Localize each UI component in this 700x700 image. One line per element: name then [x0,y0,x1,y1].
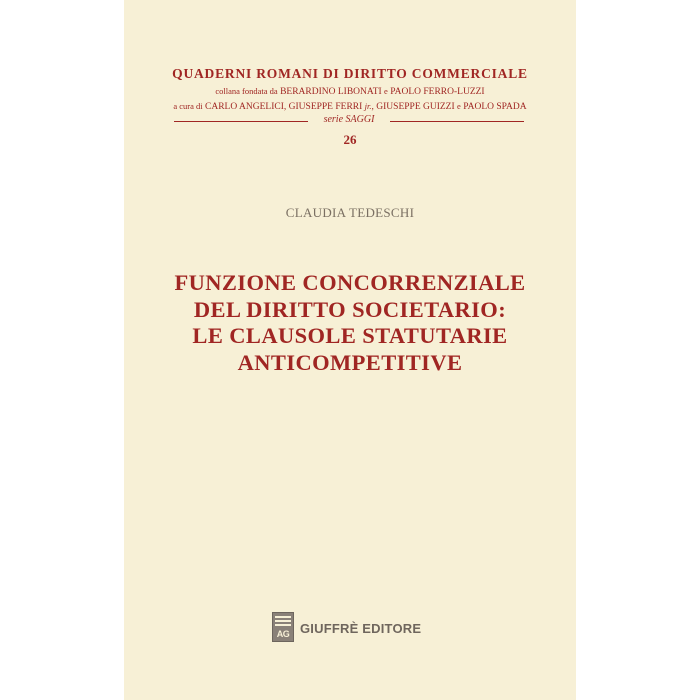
series-title: QUADERNI ROMANI DI DIRITTO COMMERCIALE [172,66,528,81]
serie-label: serie SAGGI [323,114,375,125]
founder-name-2: PAOLO FERRO-LUZZI [390,87,485,97]
editors-prefix: a cura di [173,101,203,111]
editors-names-2: , GIUSEPPE GUIZZI [371,102,455,112]
series-editors [124,101,576,112]
editors-names-1: CARLO ANGELICI, GIUSEPPE FERRI [205,102,363,112]
volume-number: 26 [343,132,357,147]
series-founders [124,86,576,97]
title-line-3: LE CLAUSOLE STATUTARIE [192,323,508,348]
editors-joiner: e [457,101,461,111]
editors-names-3: PAOLO SPADA [463,102,527,112]
book-title [124,270,576,376]
publisher-name: GIUFFRÈ EDITORE [300,621,422,636]
founders-joiner: e [384,86,388,96]
publisher [272,612,442,642]
publisher-logo-letters: AG [276,629,290,639]
title-line-4: ANTICOMPETITIVE [237,349,463,375]
editors-jr: jr. [364,101,372,111]
founded-prefix: collana fondata da [215,86,278,96]
serie-rule-row [174,114,524,128]
rule-right [390,121,524,122]
title-line-1: FUNZIONE CONCORRENZIALE [174,270,526,295]
founder-name: BERARDINO LIBONATI [280,87,382,97]
book-cover [124,0,576,700]
author-name: CLAUDIA TEDESCHI [285,205,415,220]
title-line-2: DEL DIRITTO SOCIETARIO: [193,296,507,322]
rule-left [174,121,308,122]
publisher-logo-icon [272,612,294,642]
